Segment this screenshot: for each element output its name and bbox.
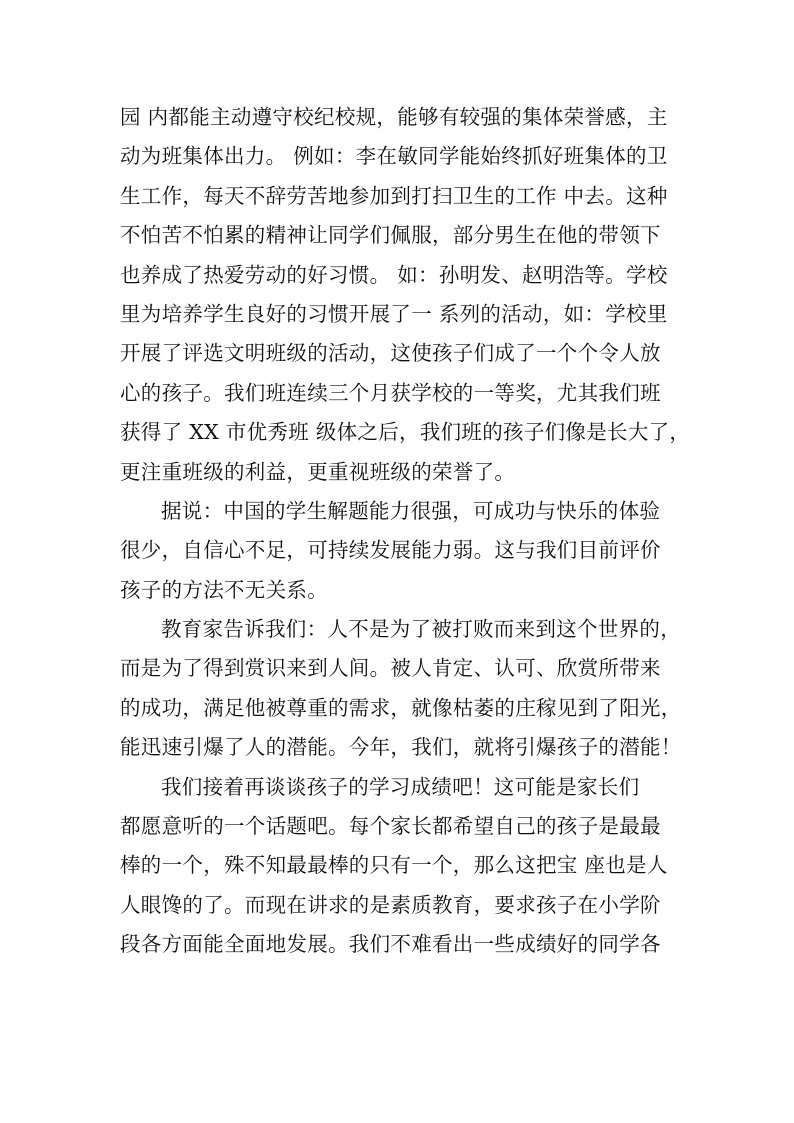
text-line: 动为班集体出力。 例如：李在敏同学能始终抓好班集体的卫 (120, 144, 668, 169)
text-line: 获得了 XX 市优秀班 级体之后，我们班的孩子们像是长大了， (120, 420, 691, 445)
paragraph (120, 492, 680, 610)
text-line: 不怕苦不怕累的精神让同学们佩服，部分男生在他的带领下 (120, 223, 661, 248)
text-line: 开展了评选文明班级的活动，这使孩子们成了一个个令人放 (120, 341, 661, 366)
text-line: 都愿意听的一个话题吧。每个家长都希望自己的孩子是最最 (120, 814, 661, 839)
text-line: 人眼馋的了。而现在讲求的是素质教育，要求孩子在小学阶 (120, 892, 661, 917)
text-line: 教育家告诉我们：人不是为了被打败而来到这个世界的， (161, 617, 681, 642)
text-line: 也养成了热爱劳动的好习惯。 如：孙明发、赵明浩等。学校 (120, 262, 668, 287)
text-line: 段各方面能全面地发展。我们不难看出一些成绩好的同学各 (120, 932, 661, 957)
text-line: 能迅速引爆了人的潜能。今年，我们，就将引爆孩子的潜能！ (120, 735, 682, 760)
paragraph (120, 98, 691, 492)
text-line: 生工作，每天不辞劳苦地参加到打扫卫生的工作 中去。这种 (120, 183, 668, 208)
text-line: 很少，自信心不足，可持续发展能力弱。这与我们目前评价 (120, 538, 661, 563)
text-line: 我们接着再谈谈孩子的学习成绩吧！这可能是家长们 (161, 774, 640, 799)
text-line: 更注重班级的利益，更重视班级的荣誉了。 (120, 459, 516, 484)
text-line: 据说：中国的学生解题能力很强，可成功与快乐的体验 (161, 498, 661, 523)
paragraph (120, 768, 680, 965)
text-line: 孩子的方法不无关系。 (120, 577, 328, 602)
text-line: 的成功，满足他被尊重的需求，就像枯萎的庄稼见到了阳光， (120, 695, 682, 720)
text-line: 里为培养学生良好的习惯开展了一 系列的活动，如：学校里 (120, 301, 668, 326)
text-line: 棒的一个，殊不知最最棒的只有一个，那么这把宝 座也是人 (120, 853, 668, 878)
body-text (120, 98, 691, 965)
text-line: 园 内都能主动遵守校纪校规，能够有较强的集体荣誉感，主 (120, 105, 668, 129)
text-line: 而是为了得到赏识来到人间。被人肯定、认可、欣赏所带来 (120, 656, 661, 681)
text-line: 心的孩子。我们班连续三个月获学校的一等奖，尤其我们班 (120, 380, 661, 405)
paragraph (120, 610, 680, 768)
